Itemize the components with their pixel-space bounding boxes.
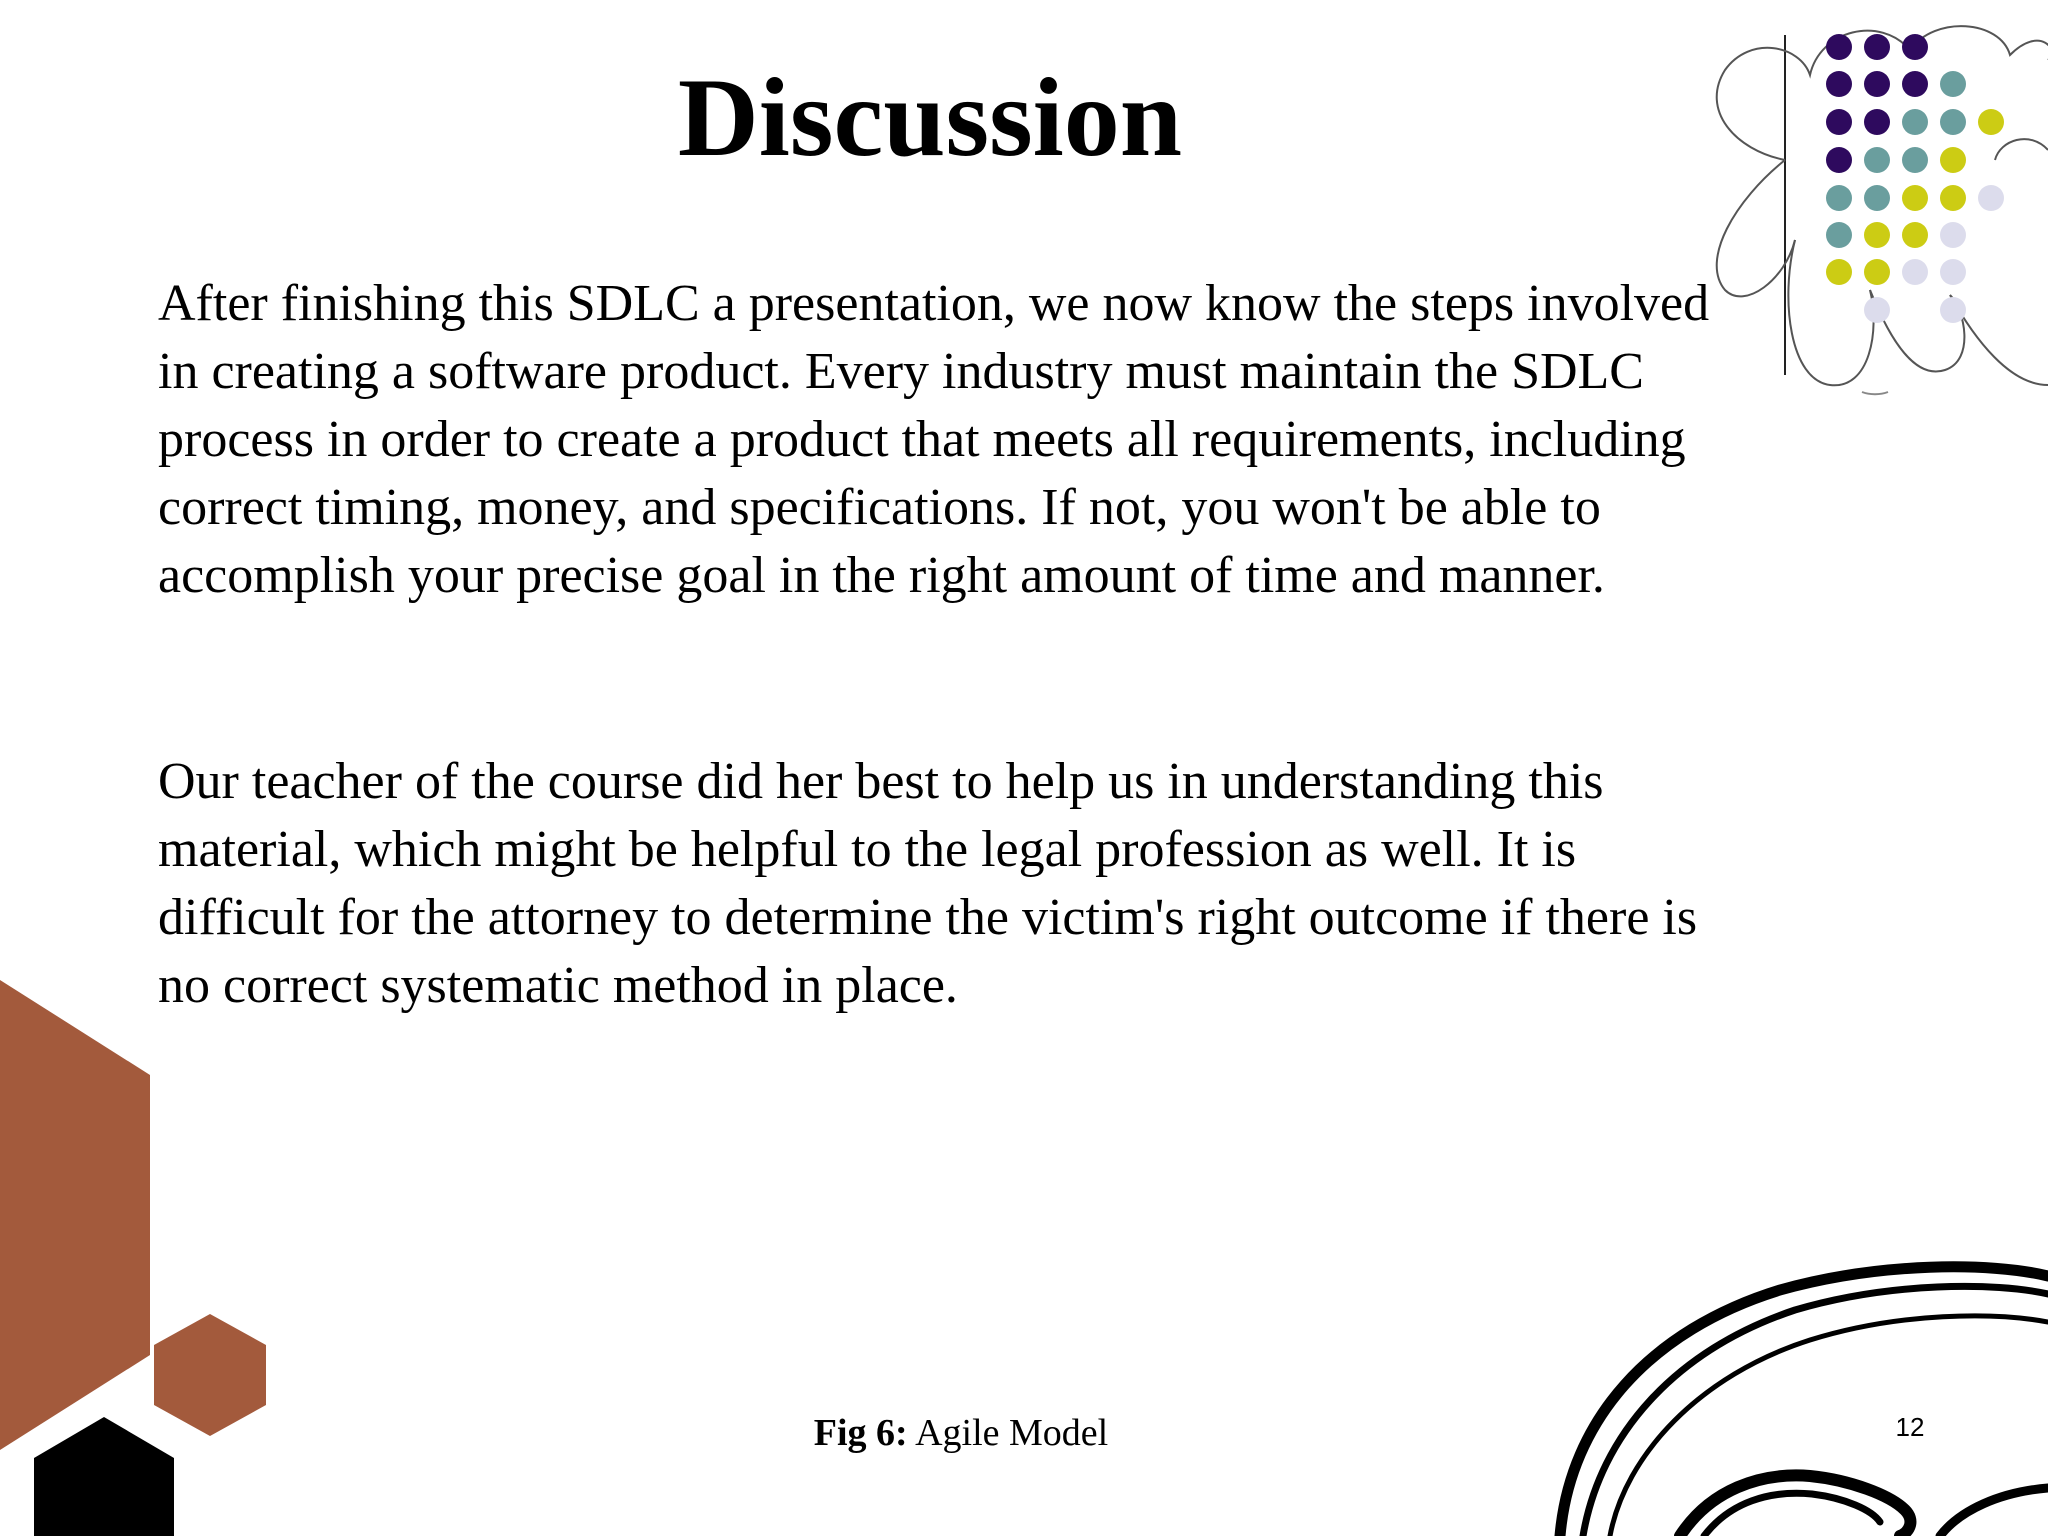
ink-swirl-decoration-icon xyxy=(1560,1267,2048,1536)
discussion-paragraph-1: After finishing this SDLC a presentation, we now know the steps involved in creating a software product. Every industry must maintain the SDLC process in order to create a product that meets all requirements, including correct timing, money, and specifications. If not, you won't be able to accomplish your precise goal in the right amount of time and manner. xyxy=(158,275,1710,604)
figure-caption xyxy=(0,1408,1922,1458)
figure-caption-label: Fig 6: xyxy=(813,1412,908,1454)
figure-caption-text: Agile Model xyxy=(907,1412,1109,1454)
slide-title: Discussion xyxy=(677,56,1183,180)
discussion-paragraph-2: Our teacher of the course did her best to help us in understanding this material, which might be helpful to the legal profession as well. It is difficult for the attorney to determine the victim's right outcome if there is no correct systematic method in place. xyxy=(158,753,1698,1014)
page-number: 12 xyxy=(1895,1412,1925,1442)
